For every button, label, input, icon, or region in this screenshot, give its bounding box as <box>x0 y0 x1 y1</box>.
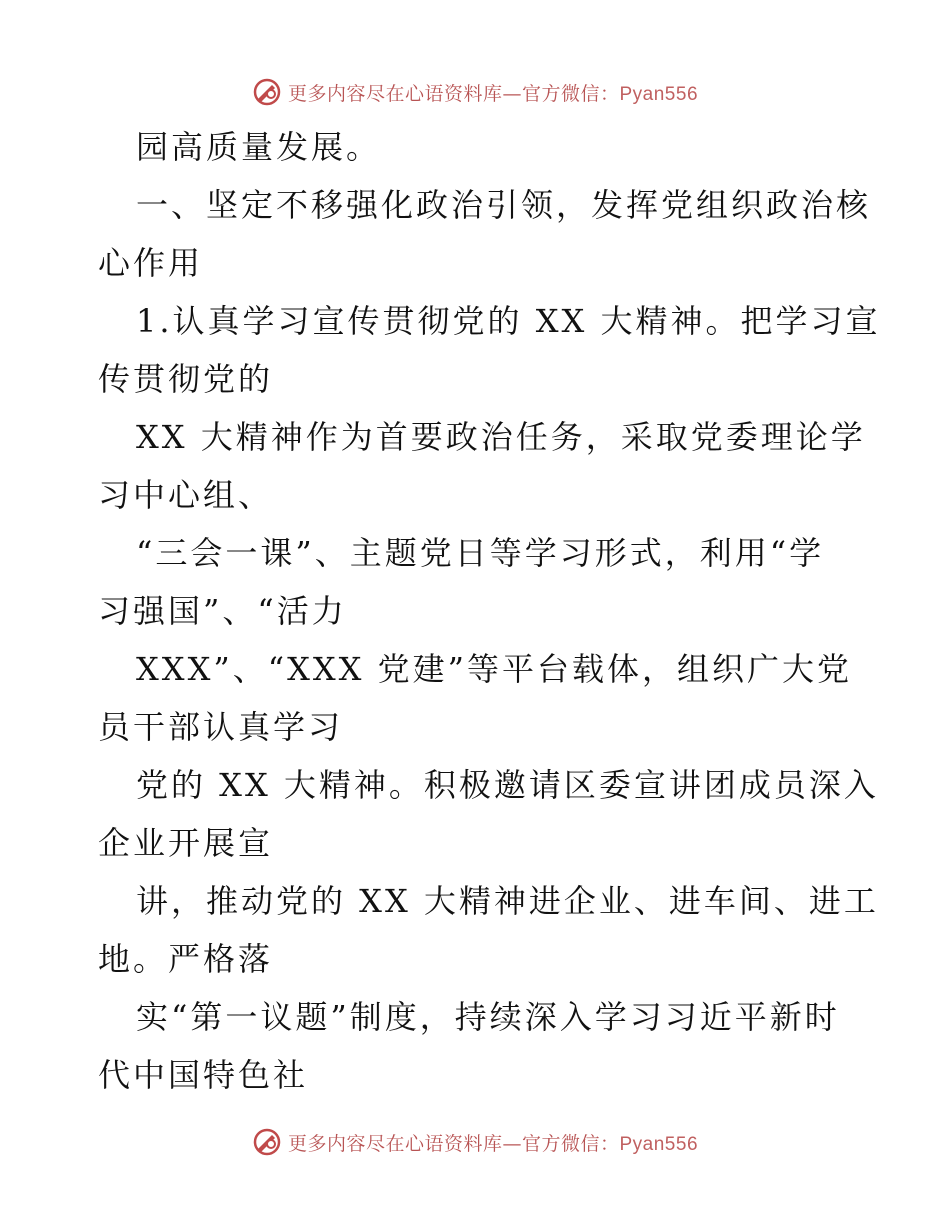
paragraph-line: “三会一课”、主题党日等学习形式，利用“学 <box>136 534 825 572</box>
footer-banner <box>0 1122 950 1162</box>
paragraph-line: 园高质量发展。 <box>136 128 382 166</box>
paragraph-line: 习强国”、“活力 <box>98 592 347 630</box>
paragraph-line: 传贯彻党的 <box>98 360 274 398</box>
section-heading: 一、坚定不移强化政治引领，发挥党组织政治核 <box>136 186 872 224</box>
paragraph-line: 企业开展宣 <box>98 824 274 862</box>
pen-logo-icon <box>252 1127 282 1157</box>
paragraph-line: XXX”、“XXX 党建”等平台载体，组织广大党 <box>136 650 852 688</box>
paragraph-line: 1.认真学习宣传贯彻党的 XX 大精神。把学习宣 <box>136 302 881 340</box>
paragraph-line: 员干部认真学习 <box>98 708 344 746</box>
wechat-id: Pyan556 <box>619 1133 699 1155</box>
section-heading-continued: 心作用 <box>98 244 204 282</box>
paragraph-line: 实“第一议题”制度，持续深入学习习近平新时 <box>136 998 840 1036</box>
paragraph-line: 习中心组、 <box>98 476 274 514</box>
paragraph-line: 代中国特色社 <box>98 1056 309 1094</box>
paragraph-line: 地。严格落 <box>98 940 274 978</box>
paragraph-line: 党的 XX 大精神。积极邀请区委宣讲团成员深入 <box>136 766 879 804</box>
header-banner-text: 更多内容尽在心语资料库—官方微信：Pyan556 <box>287 82 699 105</box>
paragraph-line: XX 大精神作为首要政治任务，采取党委理论学 <box>136 418 866 456</box>
document-body <box>98 118 881 1104</box>
paragraph-line: 讲，推动党的 XX 大精神进企业、进车间、进工 <box>136 882 879 920</box>
wechat-id: Pyan556 <box>619 83 699 105</box>
footer-banner-text: 更多内容尽在心语资料库—官方微信：Pyan556 <box>287 1132 699 1155</box>
header-banner <box>0 72 950 112</box>
pen-logo-icon <box>252 77 282 107</box>
